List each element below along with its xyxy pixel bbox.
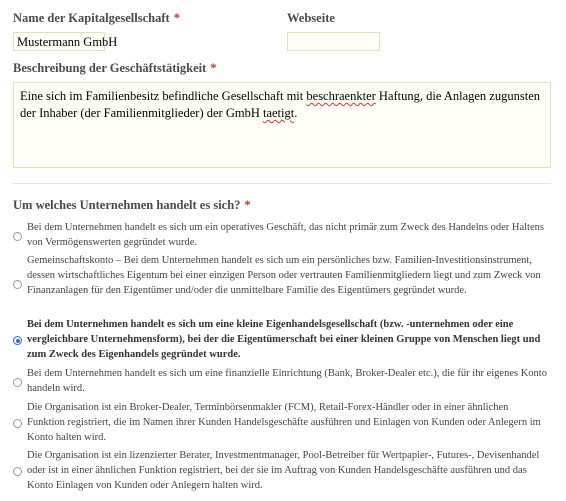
radio-button[interactable]	[13, 280, 22, 289]
company-name-label: Name der Kapitalgesellschaft *	[13, 11, 180, 25]
radio-button[interactable]	[13, 378, 22, 387]
company-type-question: Um welches Unternehmen handelt es sich? *	[13, 198, 251, 212]
website-input[interactable]	[287, 32, 380, 51]
required-marker: *	[210, 61, 217, 75]
required-marker: *	[244, 198, 251, 212]
company-name-input[interactable]: Mustermann GmbH	[13, 32, 105, 51]
radio-button-selected[interactable]	[13, 336, 22, 345]
radio-button[interactable]	[13, 232, 22, 241]
misspelled-word: taetigt	[262, 106, 295, 120]
required-marker: *	[173, 11, 180, 25]
website-label: Webseite	[287, 11, 335, 25]
misspelled-word: beschraenkter	[306, 89, 376, 103]
section-divider	[13, 183, 551, 184]
description-label: Beschreibung der Geschäftstätigkeit *	[13, 61, 217, 75]
radio-button[interactable]	[13, 419, 22, 428]
description-textarea[interactable]: Eine sich im Familienbesitz befindliche Gesellschaft mit beschraenkter Haftung, die Anlagen zugunsten der Inhaber (der Familienmitglieder) der GmbH taetigt.	[13, 82, 551, 168]
radio-button[interactable]	[13, 467, 22, 476]
